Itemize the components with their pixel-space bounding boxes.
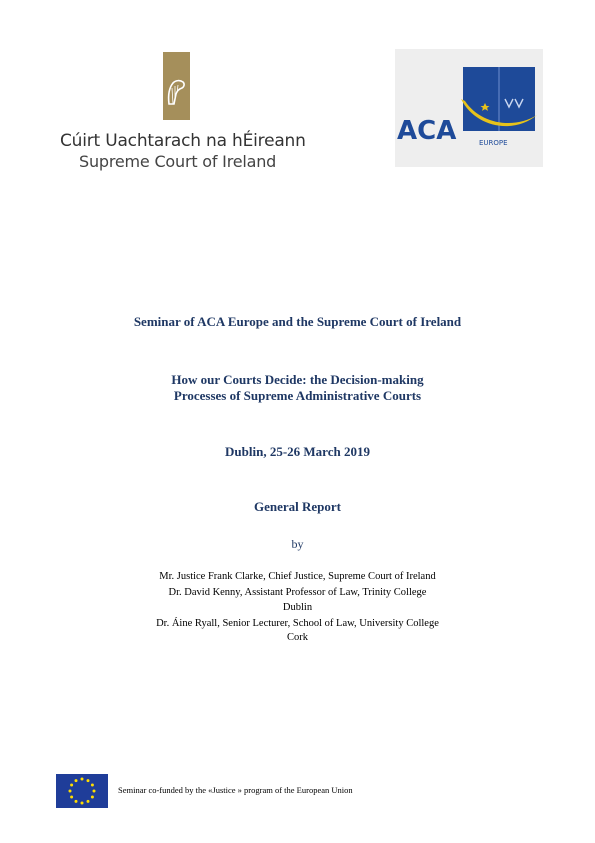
seminar-title: Seminar of ACA Europe and the Supreme Court of Ireland xyxy=(133,314,462,329)
author-3-line-2: Cork xyxy=(287,632,308,643)
aca-logo-subtext: EUROPE xyxy=(479,139,508,147)
subtitle-line-1: How our Courts Decide: the Decision-making xyxy=(171,372,424,387)
by-word: by xyxy=(291,537,304,551)
court-name-english: Supreme Court of Ireland xyxy=(79,152,277,171)
author-2-line-2: Dublin xyxy=(282,602,313,613)
harp-icon xyxy=(165,78,188,108)
funding-note: Seminar co-funded by the «Justice » program of the European Union xyxy=(118,785,353,795)
aca-europe-logo xyxy=(395,49,543,167)
aca-logo-text: ACA xyxy=(397,116,457,146)
author-1-line-1: Mr. Justice Frank Clarke, Chief Justice, Supreme Court of Ireland xyxy=(159,571,436,582)
author-3-line-1: Dr. Áine Ryall, Senior Lecturer, School of Law, University College xyxy=(156,618,439,629)
aca-logo-graphic xyxy=(395,49,543,167)
harp-emblem xyxy=(163,52,190,120)
author-2-line-1: Dr. David Kenny, Assistant Professor of Law, Trinity College xyxy=(168,587,427,598)
court-name-irish: Cúirt Uachtarach na hÉireann xyxy=(60,131,306,151)
report-type: General Report xyxy=(253,499,341,514)
eu-flag-icon xyxy=(56,774,108,808)
subtitle-line-2: Processes of Supreme Administrative Courts xyxy=(173,388,422,403)
place-and-date: Dublin, 25-26 March 2019 xyxy=(225,444,370,459)
